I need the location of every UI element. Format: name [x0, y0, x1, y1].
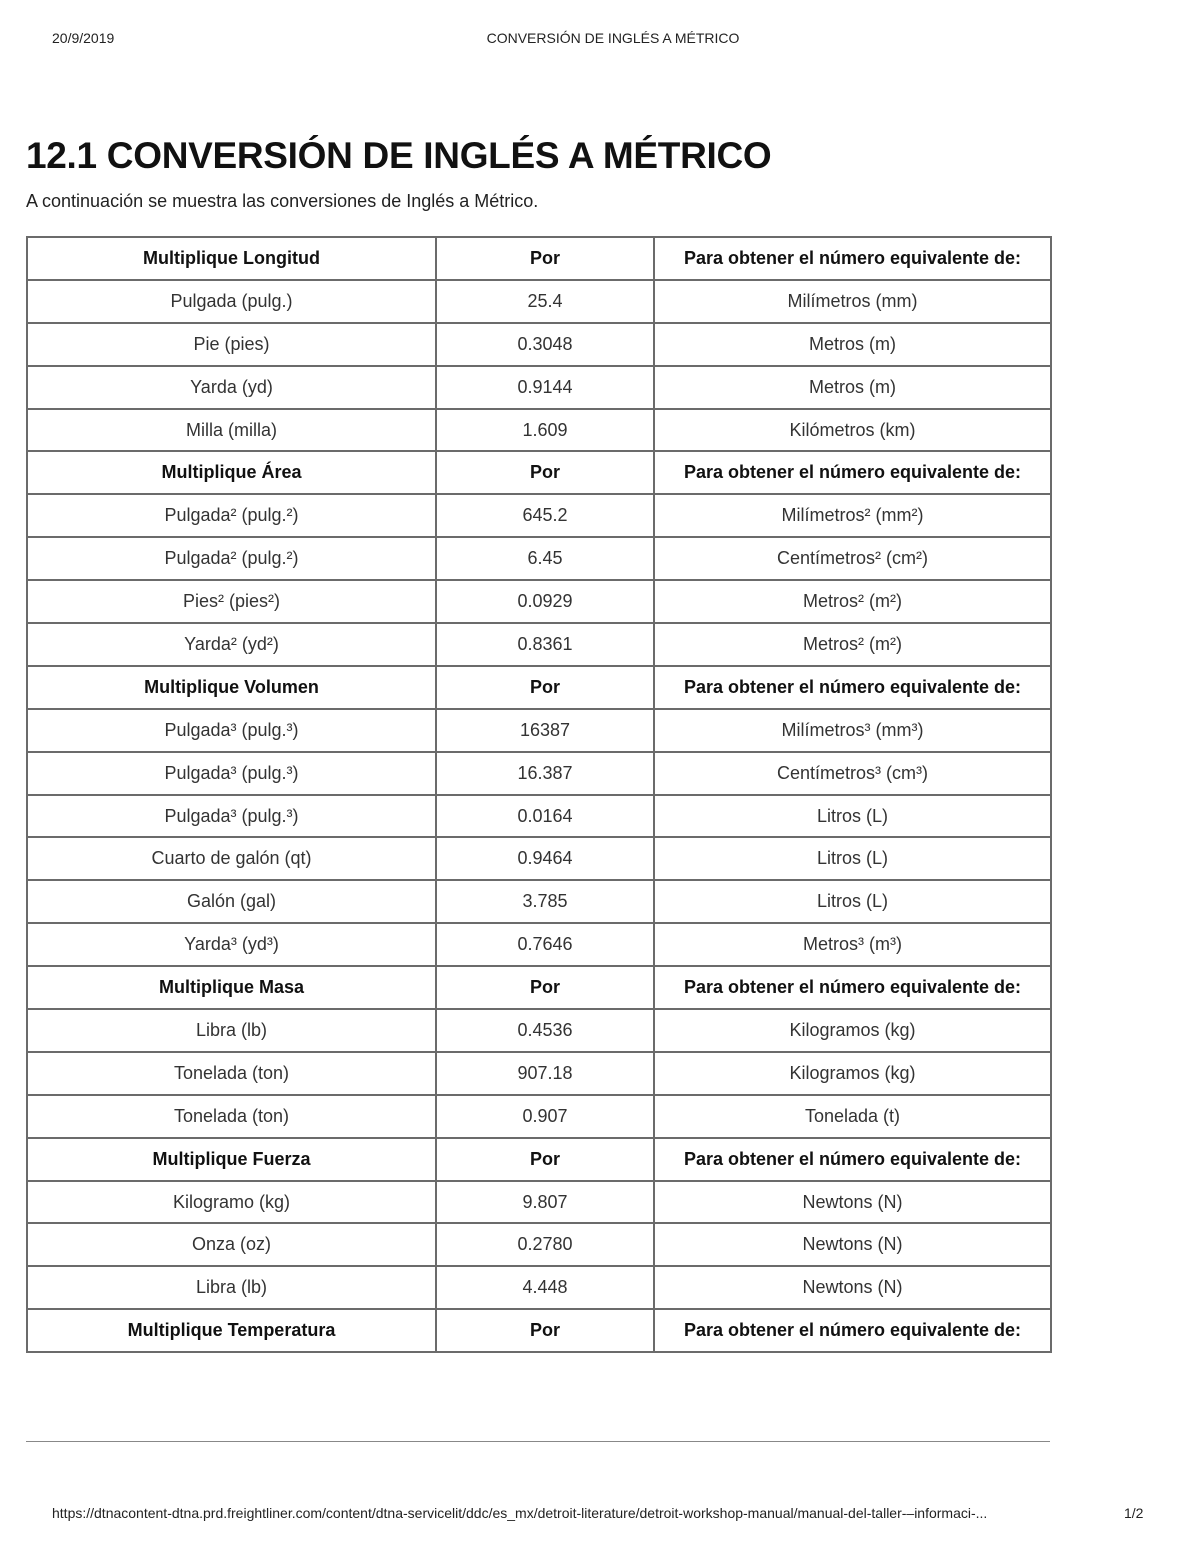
cell-unit-to: Centímetros² (cm²) — [654, 537, 1051, 580]
cell-factor: 6.45 — [436, 537, 654, 580]
table-row — [27, 1052, 1051, 1095]
cell-unit-from: Tonelada (ton) — [27, 1052, 436, 1095]
table-row — [27, 1009, 1051, 1052]
header-cell-unit-from: Multiplique Longitud — [27, 237, 436, 280]
cell-unit-to: Newtons (N) — [654, 1266, 1051, 1309]
header-cell-unit-to: Para obtener el número equivalente de: — [654, 966, 1051, 1009]
cell-unit-to: Tonelada (t) — [654, 1095, 1051, 1138]
cell-unit-from: Cuarto de galón (qt) — [27, 837, 436, 880]
table-row — [27, 837, 1051, 880]
header-cell-factor: Por — [436, 966, 654, 1009]
footer-url: https://dtnacontent-dtna.prd.freightliner.com/content/dtna-servicelit/ddc/es_mx/detroit-literature/detroit-workshop-manual/manual-del-taller-–informaci-... — [52, 1505, 988, 1521]
cell-factor: 0.9464 — [436, 837, 654, 880]
cell-unit-from: Pies² (pies²) — [27, 580, 436, 623]
cell-unit-from: Libra (lb) — [27, 1009, 436, 1052]
table-section-header — [27, 451, 1051, 494]
conversion-table-body — [27, 237, 1051, 1352]
cell-unit-to: Metros² (m²) — [654, 623, 1051, 666]
cell-unit-from: Milla (milla) — [27, 409, 436, 452]
print-date: 20/9/2019 — [52, 30, 115, 46]
cell-unit-from: Libra (lb) — [27, 1266, 436, 1309]
cell-unit-from: Pulgada³ (pulg.³) — [27, 752, 436, 795]
cell-unit-from: Tonelada (ton) — [27, 1095, 436, 1138]
table-row — [27, 709, 1051, 752]
page-divider — [26, 1441, 1050, 1442]
table-row — [27, 409, 1051, 452]
table-row — [27, 923, 1051, 966]
header-cell-unit-from: Multiplique Temperatura — [27, 1309, 436, 1352]
cell-factor: 0.2780 — [436, 1223, 654, 1266]
cell-factor: 0.0164 — [436, 795, 654, 838]
cell-unit-to: Metros³ (m³) — [654, 923, 1051, 966]
cell-unit-to: Milímetros (mm) — [654, 280, 1051, 323]
header-cell-unit-to: Para obtener el número equivalente de: — [654, 1138, 1051, 1181]
cell-factor: 0.3048 — [436, 323, 654, 366]
cell-unit-from: Pulgada² (pulg.²) — [27, 494, 436, 537]
table-row — [27, 1266, 1051, 1309]
table-row — [27, 880, 1051, 923]
table-row — [27, 494, 1051, 537]
cell-unit-to: Kilogramos (kg) — [654, 1052, 1051, 1095]
header-cell-factor: Por — [436, 1138, 654, 1181]
cell-unit-from: Pulgada (pulg.) — [27, 280, 436, 323]
cell-factor: 0.9144 — [436, 366, 654, 409]
cell-unit-from: Pulgada³ (pulg.³) — [27, 709, 436, 752]
header-cell-unit-from: Multiplique Fuerza — [27, 1138, 436, 1181]
table-row — [27, 537, 1051, 580]
cell-unit-from: Yarda² (yd²) — [27, 623, 436, 666]
cell-factor: 9.807 — [436, 1181, 654, 1224]
cell-unit-from: Pulgada³ (pulg.³) — [27, 795, 436, 838]
cell-factor: 16.387 — [436, 752, 654, 795]
cell-factor: 907.18 — [436, 1052, 654, 1095]
table-row — [27, 280, 1051, 323]
cell-unit-to: Newtons (N) — [654, 1181, 1051, 1224]
cell-unit-to: Milímetros³ (mm³) — [654, 709, 1051, 752]
cell-unit-from: Yarda (yd) — [27, 366, 436, 409]
table-row — [27, 1223, 1051, 1266]
table-section-header — [27, 1309, 1051, 1352]
table-row — [27, 795, 1051, 838]
cell-unit-to: Kilogramos (kg) — [654, 1009, 1051, 1052]
header-cell-unit-from: Multiplique Área — [27, 451, 436, 494]
table-row — [27, 1181, 1051, 1224]
header-cell-unit-to: Para obtener el número equivalente de: — [654, 1309, 1051, 1352]
table-row — [27, 623, 1051, 666]
cell-factor: 0.0929 — [436, 580, 654, 623]
cell-unit-to: Litros (L) — [654, 837, 1051, 880]
cell-unit-to: Litros (L) — [654, 795, 1051, 838]
cell-factor: 0.8361 — [436, 623, 654, 666]
header-cell-factor: Por — [436, 237, 654, 280]
cell-factor: 16387 — [436, 709, 654, 752]
print-header — [0, 30, 1200, 50]
cell-unit-to: Metros (m) — [654, 366, 1051, 409]
header-cell-unit-from: Multiplique Volumen — [27, 666, 436, 709]
cell-unit-to: Metros (m) — [654, 323, 1051, 366]
table-row — [27, 323, 1051, 366]
table-row — [27, 366, 1051, 409]
table-section-header — [27, 666, 1051, 709]
print-title: CONVERSIÓN DE INGLÉS A MÉTRICO — [486, 30, 740, 46]
table-section-header — [27, 966, 1051, 1009]
cell-unit-to: Centímetros³ (cm³) — [654, 752, 1051, 795]
cell-factor: 645.2 — [436, 494, 654, 537]
cell-factor: 25.4 — [436, 280, 654, 323]
cell-unit-from: Pulgada² (pulg.²) — [27, 537, 436, 580]
cell-unit-to: Kilómetros (km) — [654, 409, 1051, 452]
cell-unit-to: Milímetros² (mm²) — [654, 494, 1051, 537]
table-row — [27, 1095, 1051, 1138]
header-cell-unit-to: Para obtener el número equivalente de: — [654, 666, 1051, 709]
table-section-header — [27, 1138, 1051, 1181]
header-cell-unit-to: Para obtener el número equivalente de: — [654, 451, 1051, 494]
header-cell-factor: Por — [436, 1309, 654, 1352]
table-section-header — [27, 237, 1051, 280]
cell-factor: 3.785 — [436, 880, 654, 923]
cell-unit-from: Pie (pies) — [27, 323, 436, 366]
intro-text: A continuación se muestra las conversiones de Inglés a Métrico. — [26, 191, 539, 211]
table-row — [27, 752, 1051, 795]
header-cell-unit-from: Multiplique Masa — [27, 966, 436, 1009]
cell-unit-from: Kilogramo (kg) — [27, 1181, 436, 1224]
header-cell-factor: Por — [436, 451, 654, 494]
table-row — [27, 580, 1051, 623]
page-title: 12.1 CONVERSIÓN DE INGLÉS A MÉTRICO — [26, 135, 772, 176]
cell-unit-to: Litros (L) — [654, 880, 1051, 923]
header-cell-unit-to: Para obtener el número equivalente de: — [654, 237, 1051, 280]
cell-factor: 0.7646 — [436, 923, 654, 966]
cell-unit-to: Metros² (m²) — [654, 580, 1051, 623]
cell-unit-from: Yarda³ (yd³) — [27, 923, 436, 966]
cell-factor: 4.448 — [436, 1266, 654, 1309]
conversion-table — [26, 236, 1052, 1353]
header-cell-factor: Por — [436, 666, 654, 709]
cell-unit-from: Onza (oz) — [27, 1223, 436, 1266]
cell-unit-from: Galón (gal) — [27, 880, 436, 923]
cell-factor: 0.907 — [436, 1095, 654, 1138]
page-number: 1/2 — [1124, 1505, 1144, 1521]
cell-factor: 0.4536 — [436, 1009, 654, 1052]
cell-factor: 1.609 — [436, 409, 654, 452]
cell-unit-to: Newtons (N) — [654, 1223, 1051, 1266]
